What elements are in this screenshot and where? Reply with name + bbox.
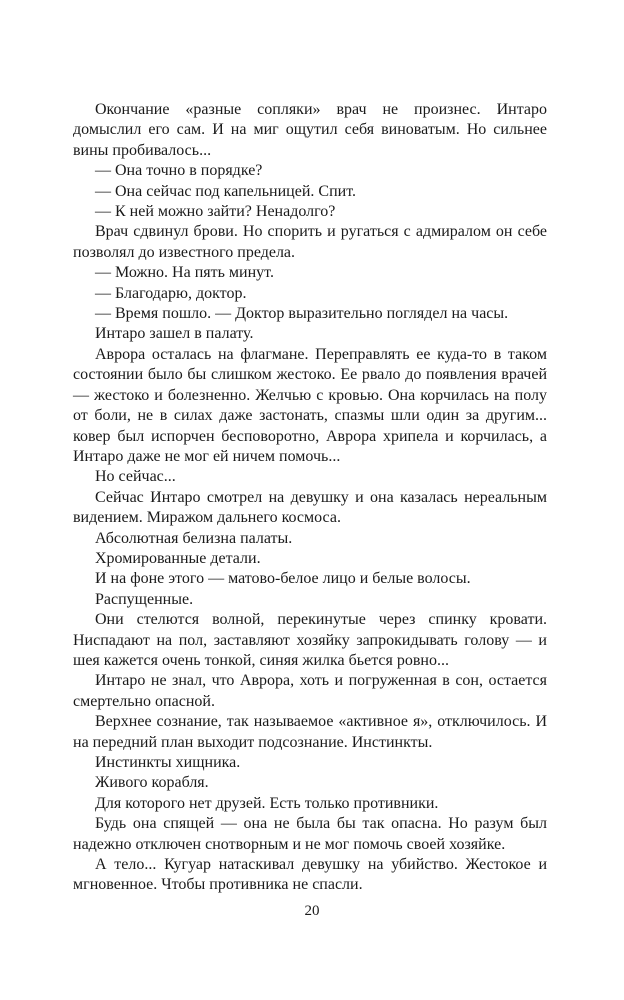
dialogue-line: — К ней можно зайти? Ненадолго?	[95, 203, 336, 221]
dialogue-line: — Она точно в порядке?	[95, 162, 263, 180]
dialogue-line: — Время пошло. — Доктор выразительно поглядел на часы.	[95, 305, 509, 323]
paragraph: А тело... Кугуар натаскивал девушку на убийство. Жестокое и мгновенное. Чтобы противника не спасли.	[73, 856, 547, 894]
paragraph: Врач сдвинул брови. Но спорить и ругаться с адмиралом он себе позволял до известного предела.	[73, 223, 547, 261]
paragraph: Хромированные детали.	[95, 549, 261, 567]
paragraph: Инстинкты хищника.	[95, 754, 241, 771]
paragraph: И на фоне этого — матово-белое лицо и белые волосы.	[95, 570, 471, 588]
paragraph: Интаро зашел в палату.	[95, 325, 254, 343]
paragraph: Живого корабля.	[95, 774, 209, 792]
dialogue-line: — Она сейчас под капельницей. Спит.	[95, 182, 356, 200]
paragraph: Будь она спящей — она не была бы так опасна. Но разум был надежно отключен снотворным и не мог помочь своей хозяйке.	[73, 815, 547, 853]
paragraph: Сейчас Интаро смотрел на девушку и она казалась нереальным видением. Миражом дальнего космоса.	[73, 488, 547, 527]
paragraph: Абсолютная белизна палаты.	[95, 529, 293, 547]
paragraph: Аврора осталась на флагмане. Переправлять ее куда-то в таком состоянии было бы слишком жестоко. Ее рвало до появления врачей — жестоко и болезненно. Желчью с кровью. Она корчилась на полу от боли, не в силах даже застонать, спазмы шли один за другим... ковер был испорчен бесповоротно, Аврора хрипела и корчилась, а Интаро даже не мог ей ничем помочь...	[73, 345, 547, 465]
book-page-body	[73, 100, 547, 896]
dialogue-line: — Благодарю, доктор.	[95, 284, 247, 302]
paragraph: Интаро не знал, что Аврора, хоть и погруженная в сон, остается смертельно опасной.	[73, 672, 547, 710]
paragraph: Но сейчас...	[95, 468, 176, 486]
paragraph: Распущенные.	[95, 590, 194, 608]
paragraph: Они стелются волной, перекинутые через спинку кровати. Ниспадают на пол, заставляют хозяйку запрокидывать голову — и шея кажется очень тонкой, синяя жилка бьется ровно...	[73, 611, 547, 669]
paragraph: Верхнее сознание, так называемое «активное я», отключилось. И на передний план выходит подсознание. Инстинкты.	[73, 713, 547, 751]
paragraph: Для которого нет друзей. Есть только противники.	[95, 794, 439, 812]
page-number: 20	[304, 903, 320, 919]
paragraph: Окончание «разные сопляки» врач не произнес. Интаро домыслил его сам. И на миг ощутил себя виноватым. Но сильнее вины пробивалось...	[73, 101, 547, 159]
dialogue-line: — Можно. На пять минут.	[95, 264, 274, 282]
